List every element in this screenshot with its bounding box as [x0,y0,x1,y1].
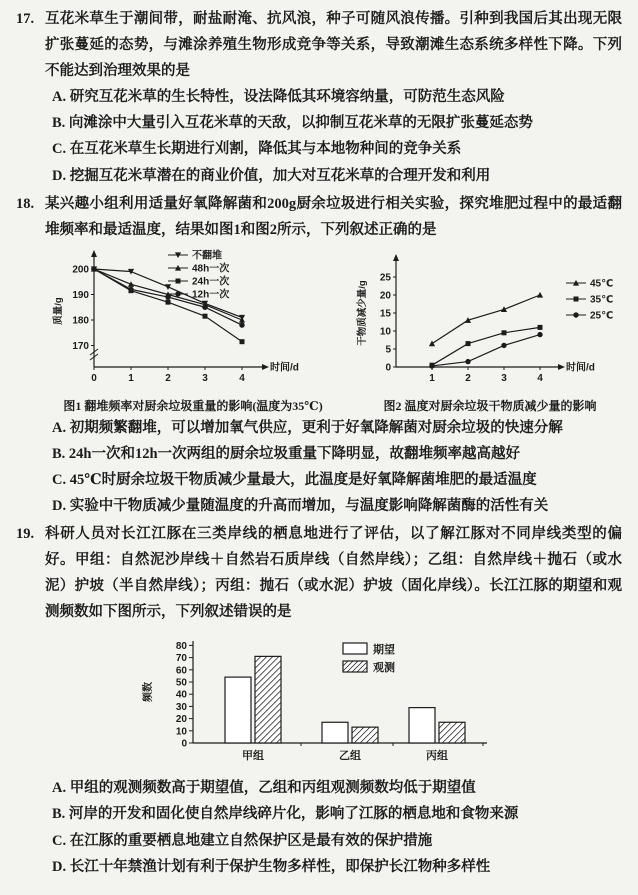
svg-text:2: 2 [165,372,171,384]
svg-text:质量/g: 质量/g [53,297,64,325]
svg-text:4: 4 [537,372,543,384]
question-17-stem [14,6,622,84]
svg-text:180: 180 [72,315,89,327]
svg-text:1: 1 [429,372,435,384]
svg-text:200: 200 [72,264,89,276]
svg-text:0: 0 [385,362,391,374]
option-18-b: B. 24h一次和12h一次两组的厨余垃圾重量下降明显，故翻堆频率越高越好 [52,445,521,462]
option-18-a: A. 初期频繁翻堆，可以增加氧气供应，更利于好氧降解菌对厨余垃圾的快速分解 [52,419,563,436]
svg-text:20: 20 [379,290,391,302]
question-18-stem [14,191,622,243]
svg-text:50: 50 [175,677,187,689]
svg-text:48h一次: 48h一次 [192,263,230,275]
question-19 [14,521,622,880]
option-19-d: D. 长江十年禁渔计划有利于保护生物多样性，即保护长江物种多样性 [52,858,491,875]
svg-text:80: 80 [175,641,187,653]
svg-text:4: 4 [239,372,245,384]
option-17-a: A. 研究互花米草的生长特性，设法降低其环境容纳量，可防范生态风险 [52,89,505,106]
svg-text:0: 0 [181,738,187,750]
svg-text:20: 20 [175,714,187,726]
svg-text:70: 70 [175,653,187,665]
option-17-d: D. 挖掘互花米草潜在的商业价值，加大对互花米草的合理开发和利用 [52,167,491,184]
svg-text:时间/d: 时间/d [270,362,299,374]
svg-text:24h一次: 24h一次 [192,276,230,288]
figure1-caption: 图1 翻堆频率对厨余垃圾重量的影响(温度为35℃) [63,398,323,413]
option-17-c: C. 在互花米草生长期进行刈割，降低其与本地物种间的竞争关系 [52,141,462,158]
question-19-text: 科研人员对长江江豚在三类岸线的栖息地进行了评估，以了解江豚对不同岸线类型的偏好。甲组：自然泥沙岸线＋自然岩石质岸线（自然岸线）；乙组：自然岸线＋抛石（或水泥）护坡（半自然岸线）；丙组：抛石（或水泥）护坡（固化岸线）。长江江豚的期望和观测频数如下图所示，下列叙述错误的是 [45,526,622,621]
svg-text:40: 40 [175,690,187,702]
svg-text:25℃: 25℃ [590,310,614,322]
figure-2 [352,245,628,415]
svg-text:3: 3 [501,372,507,384]
svg-text:35℃: 35℃ [590,294,614,306]
svg-text:30: 30 [175,702,187,714]
option-17-b: B. 向滩涂中大量引入互花米草的天敌，以抑制互花米草的无限扩张蔓延态势 [52,115,533,132]
svg-text:期望: 期望 [373,644,395,657]
svg-text:2: 2 [465,372,471,384]
svg-text:10: 10 [175,726,187,738]
question-19-options [14,775,622,879]
option-19-a: A. 甲组的观测频数高于期望值，乙组和丙组观测频数均低于期望值 [52,780,476,797]
svg-text:25: 25 [379,272,391,284]
svg-text:190: 190 [72,289,89,301]
svg-text:60: 60 [175,665,187,677]
figure2-line-chart [352,245,628,397]
svg-text:15: 15 [379,308,391,320]
question-17-options [14,84,622,188]
question-19-number: 19. [16,526,35,543]
svg-text:干物质减少量/g: 干物质减少量/g [357,280,368,346]
svg-text:45℃: 45℃ [590,278,614,290]
fig2-svg [352,245,628,397]
option-18-d: D. 实验中干物质减少量随温度的升高而增加，与温度影响降解菌酶的活性有关 [52,497,549,514]
question-19-stem [14,521,622,625]
question-18-options [14,415,622,519]
option-18-c: C. 45℃时厨余垃圾干物质减少量最大，此温度是好氧降解菌堆肥的最适温度 [52,471,537,488]
question-17 [14,6,622,189]
figure1-line-chart [48,245,338,397]
svg-text:1: 1 [128,372,134,384]
svg-text:0: 0 [91,372,97,384]
question-18-text: 某兴趣小组利用适量好氧降解菌和200g厨余垃圾进行相关实验，探究堆肥过程中的最适翻堆频率和最适温度，结果如图1和图2所示，下列叙述正确的是 [45,195,622,238]
svg-text:3: 3 [202,372,208,384]
figure2-caption: 图2 温度对厨余垃圾干物质减少量的影响 [383,398,597,413]
question-18 [14,191,622,519]
option-19-b: B. 河岸的开发和固化使自然岸线碎片化，影响了江豚的栖息地和食物来源 [52,806,519,823]
svg-text:12h一次: 12h一次 [192,289,230,301]
svg-text:5: 5 [385,344,391,356]
svg-text:10: 10 [379,326,391,338]
figure-1 [48,245,338,415]
fig3-svg [135,627,501,775]
figure3-bar-chart [14,627,622,775]
fig1-svg [48,245,338,397]
svg-text:乙组: 乙组 [339,750,361,763]
q18-figures [14,245,622,415]
svg-text:甲组: 甲组 [242,750,264,763]
question-18-number: 18. [16,195,35,212]
svg-text:频数: 频数 [143,682,154,703]
question-17-text: 互花米草生于潮间带，耐盐耐淹、抗风浪，种子可随风浪传播。引种到我国后其出现无限扩张蔓延的态势，与滩涂养殖生物形成竞争等关系，导致潮滩生态系统多样性下降。下列不能达到治理效果的是 [45,11,622,80]
svg-text:170: 170 [72,340,89,352]
question-17-number: 17. [16,11,35,27]
svg-text:不翻堆: 不翻堆 [192,250,222,262]
svg-text:观测: 观测 [373,662,395,675]
svg-text:时间/d: 时间/d [566,362,595,374]
option-19-c: C. 在江豚的重要栖息地建立自然保护区是最有效的保护措施 [52,832,433,849]
svg-text:丙组: 丙组 [426,750,448,763]
